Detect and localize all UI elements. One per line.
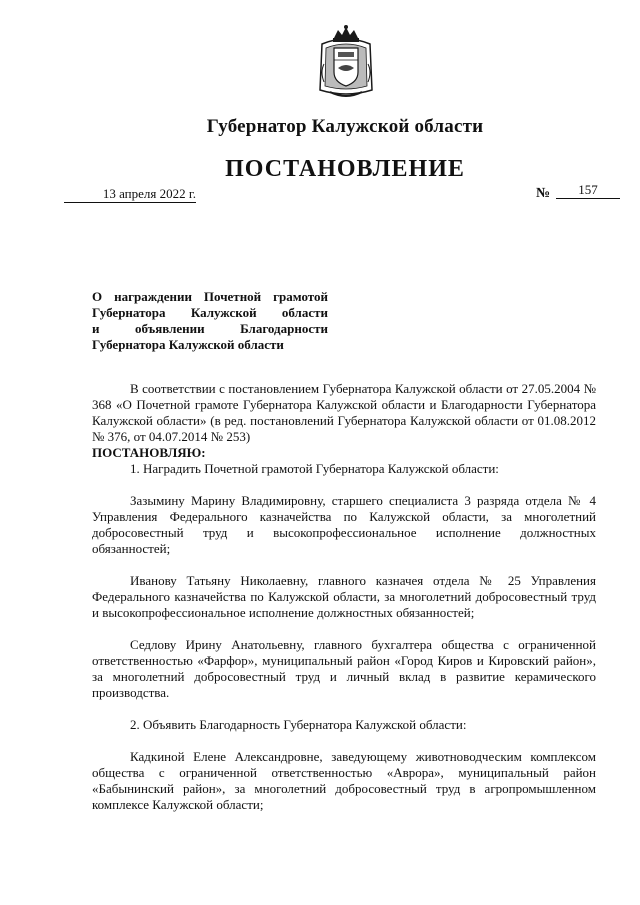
item-1-paragraph: 1. Наградить Почетной грамотой Губернатора Калужской области: xyxy=(130,461,499,476)
document-number-label: № xyxy=(536,186,551,201)
subject-line: и объявлении Благодарности xyxy=(92,321,328,336)
subject-line: О награждении Почетной грамотой xyxy=(92,289,328,304)
subject-line: Губернатора Калужской области xyxy=(92,337,284,352)
preamble-paragraph: В соответствии с постановлением Губернатора Калужской области от 27.05.2004 № 368 «О Почетной грамоте Губернатора Калужской области и Благодарности Губернатора Калужской области» (в ред. постановлений Губернатора Калужской области от 01.08.2012 № 376, от 04.07.2014 № 253) xyxy=(92,381,596,444)
document-number: 157 xyxy=(556,182,620,199)
award-paragraph-2: Иванову Татьяну Николаевну, главного казначея отдела № 25 Управления Федерального казначейства по Калужской области, за многолетний добросовестный труд и высокопрофессиональное исполнение должностных обязанностей; xyxy=(92,573,596,620)
document-subject xyxy=(92,289,328,353)
award-paragraph-3: Седлову Ирину Анатольевну, главного бухгалтера общества с ограниченной ответственностью «Фарфор», муниципальный район «Город Киров и Кировский район», за многолетний добросовестный труд и личный вклад в развитие керамического производства. xyxy=(92,637,596,700)
coat-of-arms-icon xyxy=(316,24,376,100)
award-paragraph-1: Зазымину Марину Владимировну, старшего специалиста 3 разряда отдела № 4 Управления Федерального казначейства по Калужской области, за многолетний добросовестный труд и высокопрофессиональное исполнение должностных обязанностей; xyxy=(92,493,596,556)
item-2-paragraph: 2. Объявить Благодарность Губернатора Калужской области: xyxy=(130,717,467,732)
authority-title: Губернатор Калужской области xyxy=(206,116,484,137)
document-date: 13 апреля 2022 г. xyxy=(64,186,196,203)
document-body xyxy=(92,381,596,813)
document-type: ПОСТАНОВЛЕНИЕ xyxy=(225,156,465,182)
thanks-paragraph-1: Кадкиной Елене Александровне, заведующему животноводческим комплексом общества с ограниченной ответственностью «Аврора», муниципальный район «Бабынинский район», за многолетний добросовестный труд в агропромышленном комплексе Калужской области; xyxy=(92,749,596,812)
decree-word: ПОСТАНОВЛЯЮ: xyxy=(92,445,206,460)
subject-line: Губернатора Калужской области xyxy=(92,305,328,320)
